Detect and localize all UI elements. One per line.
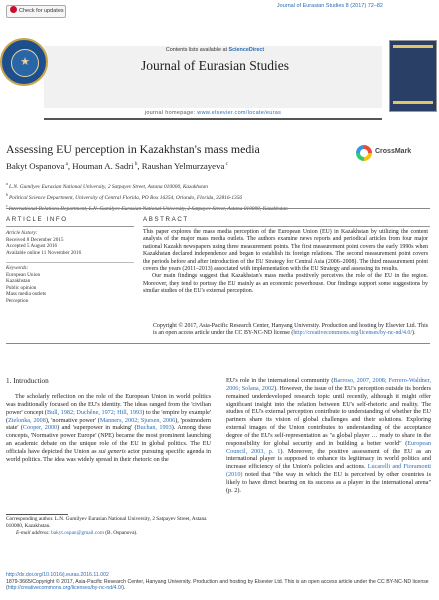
- article-info-heading: ARTICLE INFO: [6, 216, 68, 223]
- footnote-email-line: [6, 530, 221, 537]
- affiliations-divider: [6, 208, 430, 209]
- journal-homepage-line: [44, 110, 382, 116]
- history-received: Received 8 December 2015: [6, 236, 64, 243]
- article-title: Assessing EU perception in Kazakhstan's mass media: [6, 142, 260, 156]
- author-name: Houman A. Sadri: [72, 161, 134, 171]
- crossmark-icon: [356, 145, 372, 161]
- body-paragraph: [6, 393, 211, 464]
- history-label: Article history:: [6, 230, 38, 236]
- body-text: ) to the 'empire by example' (: [6, 408, 211, 424]
- sciencedirect-link[interactable]: ScienceDirect: [228, 47, 265, 53]
- author-affiliation-marker: a: [64, 162, 68, 168]
- footer-copyright: [6, 579, 434, 592]
- doi-footer: [6, 572, 434, 592]
- citation-link[interactable]: Zielonka, 2008: [8, 416, 46, 424]
- license-link[interactable]: http://creativecommons.org/licenses/by-nc-nd/4.0/: [293, 330, 413, 337]
- homepage-label: journal homepage:: [144, 110, 198, 116]
- footnote-divider: [6, 514, 68, 515]
- contents-prefix: Contents lists available at: [165, 47, 229, 53]
- body-text: ). However, the issue of the EU's perception outside its borders remained underdeveloped research topic until recently, although it might offer significant insight into the relation between EU's self-rhetoric and reality. The studies of EU's external perception contribute to understanding of whether the EU partners share its vision of global challenges and their solutions. Exploring external images of the Union contributes to understanding of the acceptance degree of the EU's self-representation as "a global player … ready to share in the responsibility for global security and in building a better world" (: [226, 384, 432, 447]
- contents-available-line: [90, 47, 340, 53]
- body-text: ) and 'superpower in making' (: [57, 424, 137, 432]
- copyright-notice: [153, 323, 428, 338]
- affiliation: $^c$ International Relations Department, L.N. Gumilyev Eurasian National University, 2 Satpayev Street, Astana 010000, Kazakhstan: [6, 203, 288, 212]
- header-divider: [44, 118, 382, 120]
- footer-copyright-text: 1879-3665/Copyright © 2017, Asia-Pacific Research Center, Hanyang University. Production and hosting by Elsevier Ltd. This is an open access article under the CC BY-NC-ND license (: [6, 578, 429, 592]
- doi-link[interactable]: http://dx.doi.org/10.1016/j.euras.2016.11.002: [6, 572, 109, 578]
- keyword: European Union: [6, 271, 41, 278]
- keyword: Perception: [6, 297, 29, 304]
- section-heading-introduction: 1. Introduction: [6, 377, 49, 385]
- keywords-label: Keywords:: [6, 265, 29, 271]
- author-name: Bakyt Ospanova: [6, 161, 65, 171]
- citation-link[interactable]: Lucarelli and Fioramonti (2010): [226, 463, 432, 479]
- keywords-divider: [6, 262, 134, 263]
- abstract-heading: ABSTRACT: [143, 216, 189, 223]
- author-affiliation-marker: b: [133, 162, 138, 168]
- homepage-link[interactable]: www.elsevier.com/locate/euras: [197, 110, 282, 116]
- citation-link[interactable]: Manners, 2002; Sjursen, 2006: [99, 416, 176, 424]
- abstract-paragraph-1: This paper explores the mass media perception of the European Union (EU) in Kazakhstan by utilizing the content analysis of the major mass media outlets. The authors examine news reports and periodical articles from four major national Kazakh newspapers using three measurement points. The first measurement point covers the early 1990s when Kazakhstan declared independence and began to establish its foreign relations. The second measurement point covers the periods before and after introduction of the EU Strategy for Central Asia (2006–2008). The third measurement point covers the years (2011–2013) associated with implementation with the EU Strategy and assessing its results.: [143, 229, 428, 273]
- italic-text: sui generis: [98, 447, 126, 455]
- updates-label: Check for updates: [19, 8, 64, 14]
- citation-link[interactable]: European Council, 2003, p. 1: [226, 439, 431, 455]
- author-affiliation-marker: c: [224, 162, 228, 168]
- citation-link[interactable]: Bull, 1982; Duchêne, 1972; Hill, 1993: [46, 408, 143, 416]
- footnote-text: Corresponding author. L.N. Gumilyev Eurasian National University, 2 Satpayev Street, Astana 010000, Kazakhstan.: [6, 516, 207, 529]
- author-list: Bakyt Ospanova $^a$, Houman A. Sadri $^b$, Raushan Yelmurzayeva $^c$: [6, 161, 228, 171]
- body-text: ). Moreover, the positive assessment of the EU as an international player is supposed to enhance its legitimacy in world politics and increase efficiency of the Union's policies and actions.: [226, 447, 431, 471]
- journal-title: Journal of Eurasian Studies: [140, 58, 290, 73]
- citation-link[interactable]: Buchan, 1993: [136, 424, 172, 432]
- keyword: Mass media outlets: [6, 291, 47, 298]
- email-link[interactable]: bakyt.ospan@gmail.com: [51, 529, 104, 536]
- email-owner: (B. Ospanova).: [103, 529, 138, 536]
- history-accepted: Accepted 5 August 2016: [6, 243, 58, 250]
- body-text: noted that "the way in which the EU is perceived by other countries is likely to have direct bearing on its success as a player in the international arena" (p. 2).: [226, 471, 431, 494]
- body-text: ), 'postmodern state' (: [6, 416, 211, 432]
- affiliation: $^b$ Political Science Department, University of Central Florida, PO Box 16354, Orlando, Florida, 32816-1356: [6, 192, 243, 201]
- abstract-divider: [143, 226, 430, 227]
- author-name: Raushan Yelmurzayeva: [141, 161, 225, 171]
- copyright-text: Copyright © 2017, Asia-Pacific Research Center, Hanyang University. Production and hosting by Elsevier Ltd. This is an open access article under the CC BY-NC-ND license (: [153, 323, 428, 337]
- citation-link[interactable]: Barroso, 2007, 2008; Ferrero-Waldner, 2006; Solana, 2002: [226, 377, 431, 392]
- abstract-paragraph-2: Our main findings suggest that Kazakhstan's mass media positively perceives the role of the EU in the region. Moreover, they tend to portray the EU mainly as an economic powerhouse. Our findings support some suggestions by similar studies of the EU's external perception.: [143, 273, 428, 295]
- crossmark-label: CrossMark: [375, 148, 412, 155]
- footer-copyright-end: ).: [122, 585, 126, 592]
- citation-link[interactable]: Cooper, 2000: [22, 424, 58, 432]
- journal-cover-image: [389, 40, 437, 112]
- journal-header-banner: [44, 46, 382, 108]
- journal-reference[interactable]: Journal of Eurasian Studies 8 (2017) 72–82: [276, 3, 383, 9]
- history-available: Available online 11 November 2016: [6, 249, 82, 256]
- abstract-end-divider: [6, 343, 430, 344]
- email-label: E-mail address:: [16, 529, 52, 536]
- crossmark-badge[interactable]: [356, 144, 426, 162]
- star-icon: ★: [20, 56, 30, 68]
- keywords-block: [6, 265, 136, 305]
- corresponding-author-footnote: [6, 516, 221, 536]
- body-column-left: [6, 393, 211, 464]
- footer-license-link[interactable]: http://creativecommons.org/licenses/by-nc-nd/4.0/: [7, 585, 123, 592]
- body-text: EU's role in the international community (: [226, 377, 334, 384]
- body-text: The scholarly reflection on the role of the European Union in world politics was traditionally focused on the EU's identity. The ideas ranged from the 'civilian power' concept (: [6, 393, 211, 416]
- copyright-end: ).: [412, 330, 416, 337]
- affiliation: $^a$ L.N. Gumilyev Eurasian National University, 2 Satpayev Street, Astana 010000, Kazakhstan: [6, 181, 208, 190]
- body-text: ), 'normative power' (: [45, 416, 100, 424]
- body-text: ). Among these concepts, 'Normative power Europe' (NPE) became the most prominent launching an academic debate on the unique role of the EU in global politics. The EU officials have depicted the Union as: [6, 424, 212, 455]
- university-seal-logo: [0, 38, 48, 86]
- body-paragraph: [226, 377, 431, 495]
- abstract-text: [143, 229, 428, 296]
- body-text: actor pursuing specific agenda in world politics. The idea was widely spread in their rhetoric on the: [6, 447, 211, 463]
- body-column-right: [226, 377, 431, 495]
- keyword: Public opinion: [6, 284, 37, 291]
- article-history: [6, 230, 136, 256]
- article-info-divider: [6, 226, 134, 227]
- keyword: Kazakhstan: [6, 278, 31, 285]
